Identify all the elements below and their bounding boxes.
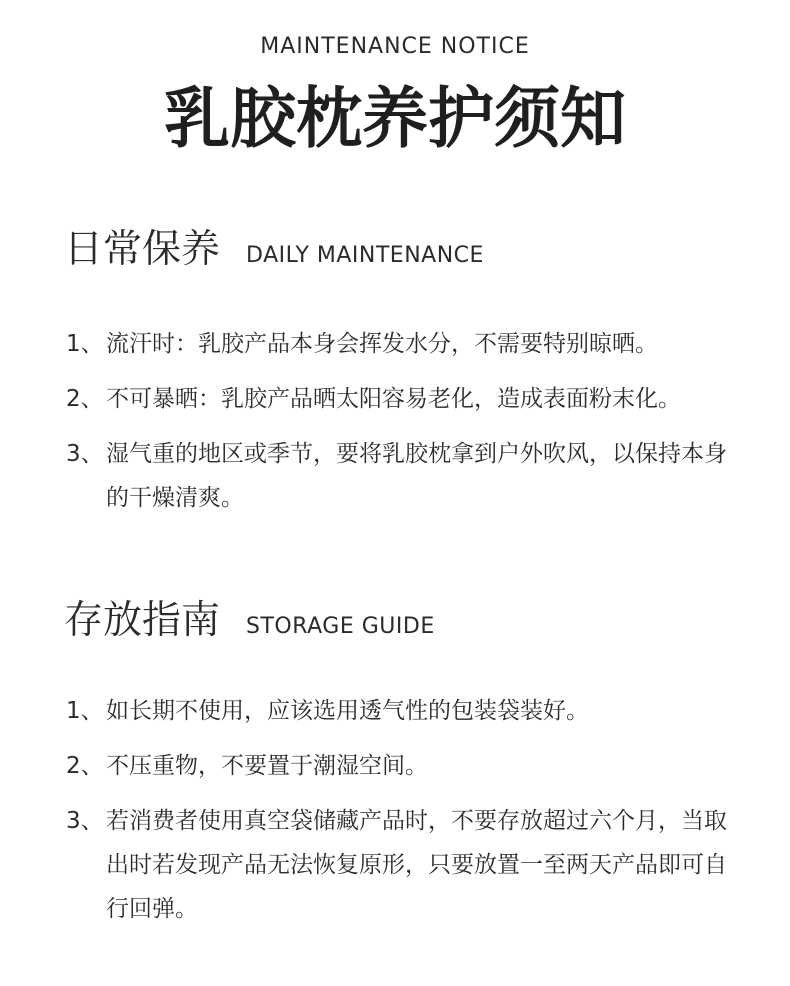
- item-number: 3、: [66, 808, 104, 834]
- storage-guide-list: [66, 689, 736, 942]
- item-text: 不可暴晒：乳胶产品晒太阳容易老化，造成表面粉末化。: [106, 386, 681, 412]
- daily-maintenance-list: [66, 322, 736, 531]
- notice-title-en: MAINTENANCE NOTICE: [260, 34, 530, 59]
- list-item: [66, 322, 736, 366]
- storage-guide-title-en: STORAGE GUIDE: [246, 614, 435, 639]
- item-number: 1、: [66, 331, 104, 357]
- daily-maintenance-title-en: DAILY MAINTENANCE: [246, 243, 484, 268]
- daily-maintenance-title-zh: 日常保养: [64, 227, 221, 272]
- item-text: 若消费者使用真空袋储藏产品时，不要存放超过六个月，当取出时若发现产品无法恢复原形，只要放置一至两天产品即可自行回弹。: [106, 808, 727, 922]
- item-number: 2、: [66, 386, 104, 412]
- list-item: [66, 689, 736, 733]
- list-item: [66, 432, 736, 520]
- list-item: [66, 799, 736, 931]
- item-number: 1、: [66, 698, 104, 724]
- item-number: 2、: [66, 753, 104, 779]
- notice-title-zh: 乳胶枕养护须知: [164, 80, 626, 157]
- daily-maintenance-heading: [64, 225, 484, 275]
- item-text: 如长期不使用，应该选用透气性的包装袋装好。: [106, 698, 589, 724]
- list-item: [66, 744, 736, 788]
- item-text: 不压重物，不要置于潮湿空间。: [106, 753, 428, 779]
- item-text: 湿气重的地区或季节，要将乳胶枕拿到户外吹风，以保持本身的干燥清爽。: [106, 441, 727, 511]
- item-text: 流汗时：乳胶产品本身会挥发水分，不需要特别晾晒。: [106, 331, 658, 357]
- storage-guide-title-zh: 存放指南: [64, 598, 221, 643]
- item-number: 3、: [66, 441, 104, 467]
- storage-guide-heading: [64, 596, 435, 646]
- list-item: [66, 377, 736, 421]
